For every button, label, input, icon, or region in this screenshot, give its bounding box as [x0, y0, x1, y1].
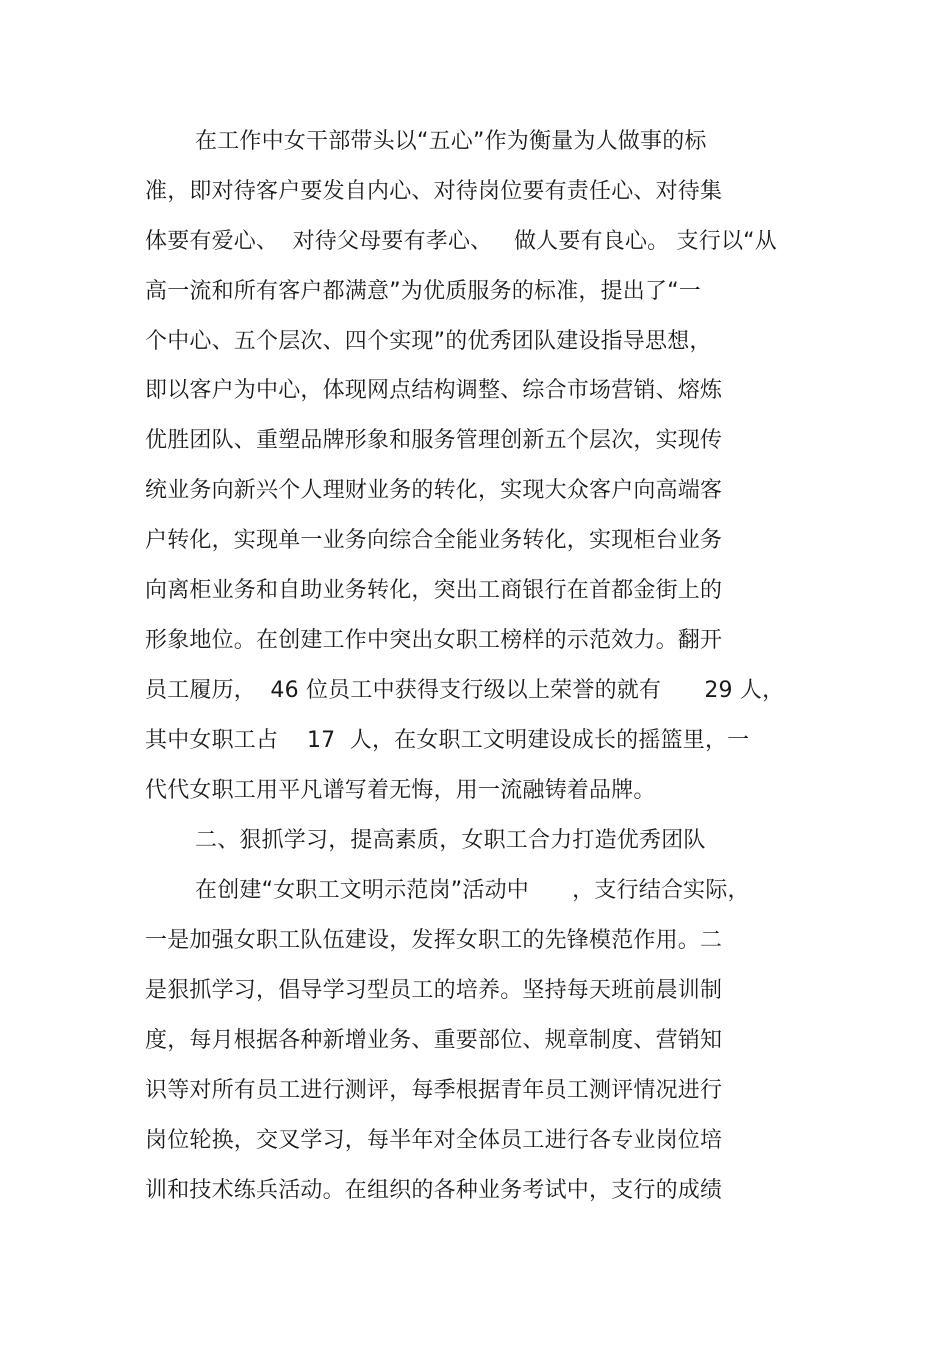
paragraph-line: 识等对所有员工进行测评，每季根据青年员工测评情况进行 — [145, 1078, 723, 1103]
paragraph-line: 高一流和所有客户都满意”为优质服务的标准，提出了“一 — [145, 279, 701, 304]
paragraph-line: 训和技术练兵活动。在组织的各种业务考试中，支行的成绩 — [145, 1178, 723, 1203]
paragraph-line: 户转化，实现单一业务向综合全能业务转化，实现柜台业务 — [145, 528, 723, 553]
paragraph-line: 在创建“女职工文明示范岗”活动中 ，支行结合实际， — [195, 878, 750, 903]
paragraph-line: 代代女职工用平凡谱写着无悔，用一流融铸着品牌。 — [145, 778, 656, 803]
section-heading: 二、狠抓学习，提高素质，女职工合力打造优秀团队 — [195, 828, 706, 853]
paragraph-line: 一是加强女职工队伍建设，发挥女职工的先锋模范作用。二 — [145, 928, 723, 953]
paragraph-line: 统业务向新兴个人理财业务的转化，实现大众客户向高端客 — [145, 478, 723, 503]
paragraph-line: 向离柜业务和自助业务转化，突出工商银行在首都金街上的 — [145, 578, 723, 603]
paragraph-line: 是狠抓学习，倡导学习型员工的培养。坚持每天班前晨训制 — [145, 978, 723, 1003]
paragraph-line: 体要有爱心、 对待父母要有孝心、 做人要有良心。 支行以“从 — [145, 229, 777, 254]
paragraph-line: 员工履历， 46 位员工中获得支行级以上荣誉的就有 29 人， — [145, 678, 785, 703]
paragraph-line: 形象地位。在创建工作中突出女职工榜样的示范效力。翻开 — [145, 628, 723, 653]
paragraph-line: 度，每月根据各种新增业务、重要部位、规章制度、营销知 — [145, 1028, 723, 1053]
paragraph-line: 优胜团队、重塑品牌形象和服务管理创新五个层次，实现传 — [145, 428, 723, 453]
paragraph-line: 在工作中女干部带头以“五心”作为衡量为人做事的标 — [195, 129, 707, 154]
paragraph-line: 岗位轮换，交叉学习，每半年对全体员工进行各专业岗位培 — [145, 1128, 723, 1153]
paragraph-line: 其中女职工占 17 人，在女职工文明建设成长的摇篮里，一 — [145, 728, 750, 753]
paragraph-line: 准，即对待客户要发自内心、对待岗位要有责任心、对待集 — [145, 179, 723, 204]
paragraph-line: 个中心、五个层次、四个实现”的优秀团队建设指导思想， — [145, 329, 712, 354]
paragraph-line: 即以客户为中心，体现网点结构调整、综合市场营销、熔炼 — [145, 378, 723, 403]
